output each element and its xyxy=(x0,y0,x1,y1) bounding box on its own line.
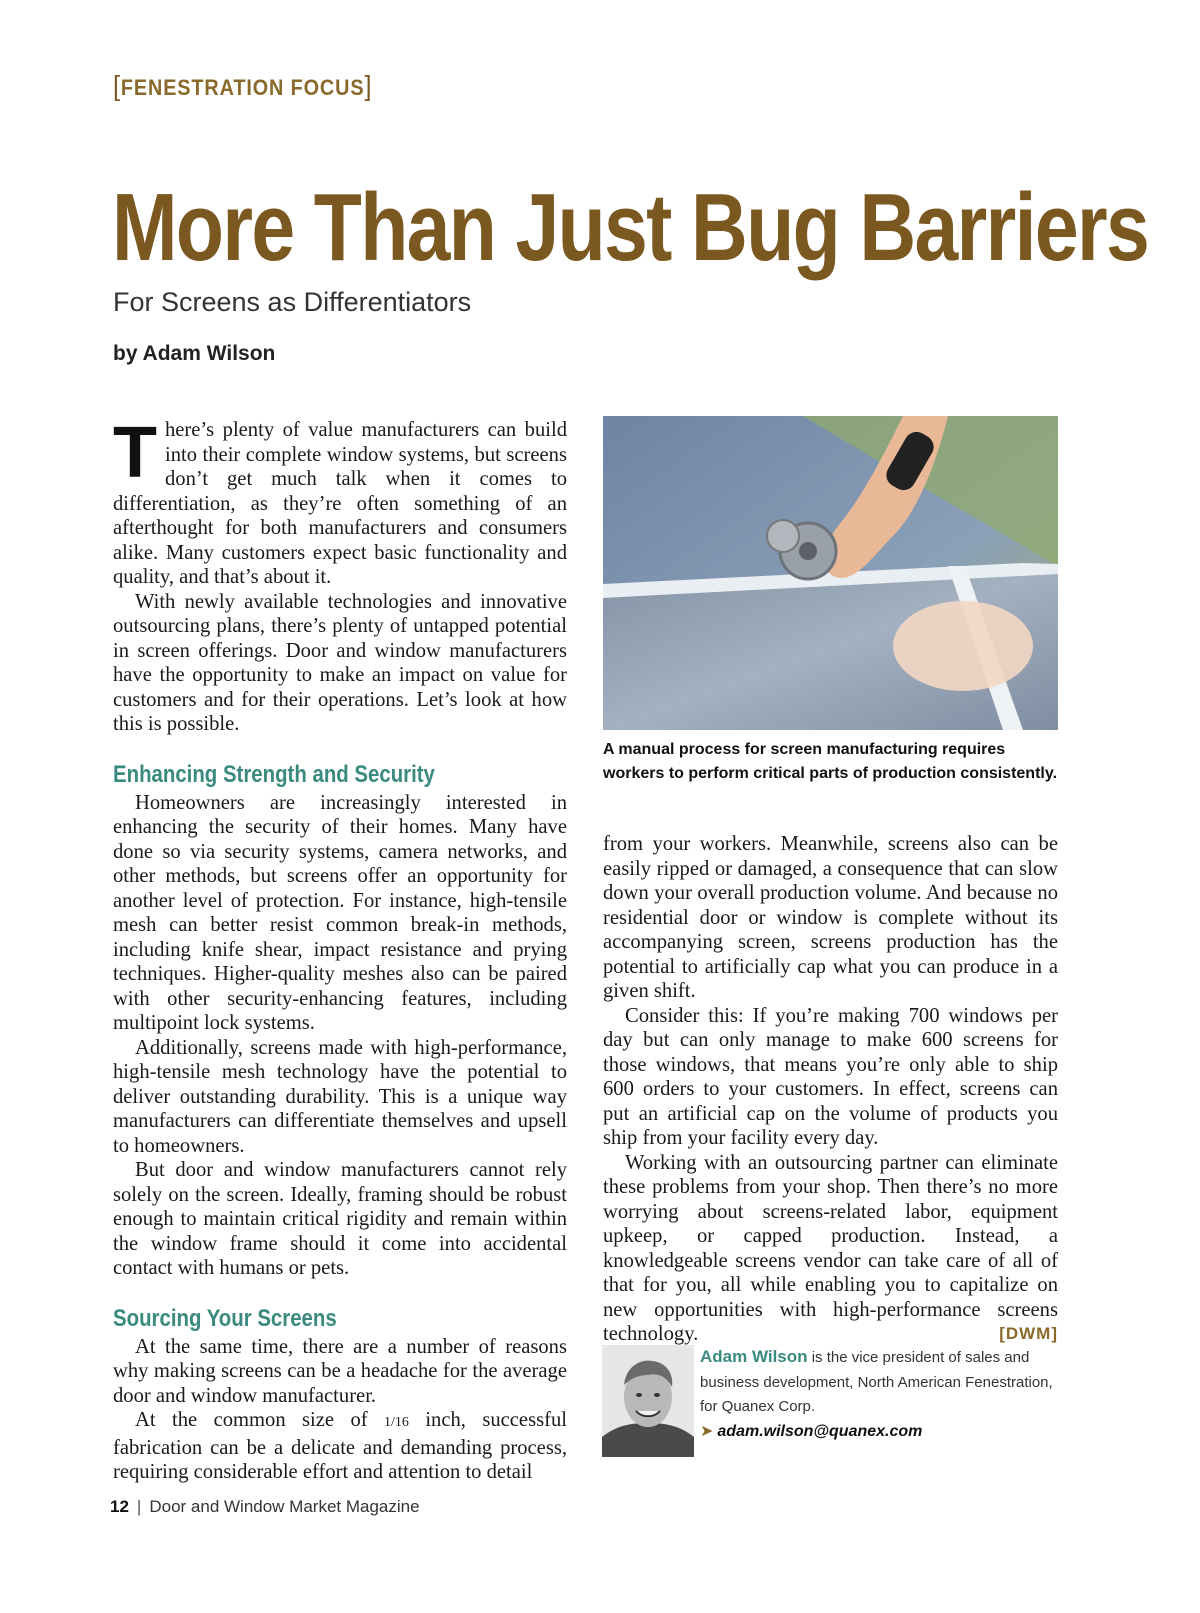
fraction-tail: inch, successful fabrication can be a delicate and demanding process, requiring considerable effort and attention to detail xyxy=(113,1409,567,1483)
body-paragraph xyxy=(113,1408,567,1485)
fraction: 1/16 xyxy=(384,1415,409,1430)
photo-caption: A manual process for screen manufacturing requires workers to perform critical parts of production consistently. xyxy=(603,741,1058,782)
section-label-text: FENESTRATION FOCUS xyxy=(120,75,365,100)
body-paragraph: But door and window manufacturers cannot rely solely on the screen. Ideally, framing should be robust enough to maintain critical rigidity and remain within the window frame should it come into accidental contact with humans or pets. xyxy=(113,1159,567,1279)
right-column xyxy=(603,832,1058,1347)
bracket-open: [ xyxy=(113,70,121,101)
photo-illustration xyxy=(603,416,1058,730)
body-paragraph xyxy=(603,1151,1058,1347)
body-paragraph: Additionally, screens made with high-performance, high-tensile mesh technology have the potential to deliver outstanding durability. This is a unique way manufacturers can differentiate themselves and upsell to homeowners. xyxy=(113,1036,567,1157)
footer-divider: | xyxy=(136,1497,142,1516)
closing-text: Working with an outsourcing partner can eliminate these problems from your shop. Then there’s no more worrying about screens-related labor, equipment upkeep, or capped production. Instead, a knowledgeable screens vendor can take care of all of that for you, all while enabling you to capitalize on new opportunities with high-performance screens technology. xyxy=(603,1151,1058,1345)
page-footer xyxy=(110,1497,420,1517)
article-subtitle: For Screens as Differentiators xyxy=(113,287,472,317)
author-bio xyxy=(700,1345,1060,1444)
fraction-lead: At the common size of xyxy=(135,1409,385,1431)
byline: by Adam Wilson xyxy=(113,342,276,365)
bracket-close: ] xyxy=(364,70,373,101)
body-paragraph: from your workers. Meanwhile, screens also can be easily ripped or damaged, a consequence that can slow down your overall production volume. And because no residential door or window is complete without its accompanying screen, screens production has the potential to artificially cap what you can produce in a given shift. xyxy=(603,833,1058,1002)
section-label xyxy=(113,70,372,102)
author-portrait xyxy=(602,1345,694,1457)
article-title: More Than Just Bug Barriers xyxy=(112,174,1149,281)
author-name: Adam Wilson xyxy=(700,1347,808,1366)
author-photo xyxy=(602,1345,694,1457)
page-number: 12 xyxy=(110,1497,129,1516)
left-column xyxy=(113,413,567,1485)
author-description: is the vice president of sales and business development, North American Fenestration, for Quanex Corp. xyxy=(700,1349,1053,1415)
intro-text: here’s plenty of value manufacturers can build into their complete window systems, but screens don’t get much talk when it comes to differentiation, as they’re often something of an afterthought for both manufacturers and consumers alike. Many customers expect basic functionality and quality, and that’s about it. xyxy=(113,419,567,588)
publication-name: Door and Window Market Magazine xyxy=(149,1497,420,1516)
intro-paragraph xyxy=(113,413,567,590)
body-paragraph: Consider this: If you’re making 700 windows per day but can only manage to make 600 screens for those windows, that means you’re only able to ship 600 orders to your customers. In effect, screens can put an artificial cap on the volume of products you ship from your facility every day. xyxy=(603,1004,1058,1149)
drop-cap: T xyxy=(113,413,157,493)
body-paragraph: Homeowners are increasingly interested in enhancing the security of their homes. Many have done so via security systems, camera networks, and other methods, but screens offer an opportunity for another level of protection. For instance, high-tensile mesh can better resist common break-in methods, including knife shear, impact resistance and prying techniques. Higher-quality meshes also can be paired with other security-enhancing features, including multipoint lock systems. xyxy=(113,791,567,1034)
arrow-icon: ➤ xyxy=(700,1422,714,1440)
end-mark: [DWM] xyxy=(999,1324,1058,1343)
intro-paragraph-2: With newly available technologies and innovative outsourcing plans, there’s plenty of untapped potential in screen offerings. Door and window manufacturers have the opportunity to make an impact on value for customers and for their operations. Let’s look at how this is possible. xyxy=(113,590,567,735)
body-paragraph: At the same time, there are a number of reasons why making screens can be a headache for the average door and window manufacturer. xyxy=(113,1335,567,1407)
subhead-strength-security: Enhancing Strength and Security xyxy=(113,760,435,788)
screen-manufacturing-photo xyxy=(603,416,1058,730)
author-email-link[interactable]: adam.wilson@quanex.com xyxy=(717,1422,923,1440)
subhead-sourcing-screens: Sourcing Your Screens xyxy=(113,1304,337,1332)
